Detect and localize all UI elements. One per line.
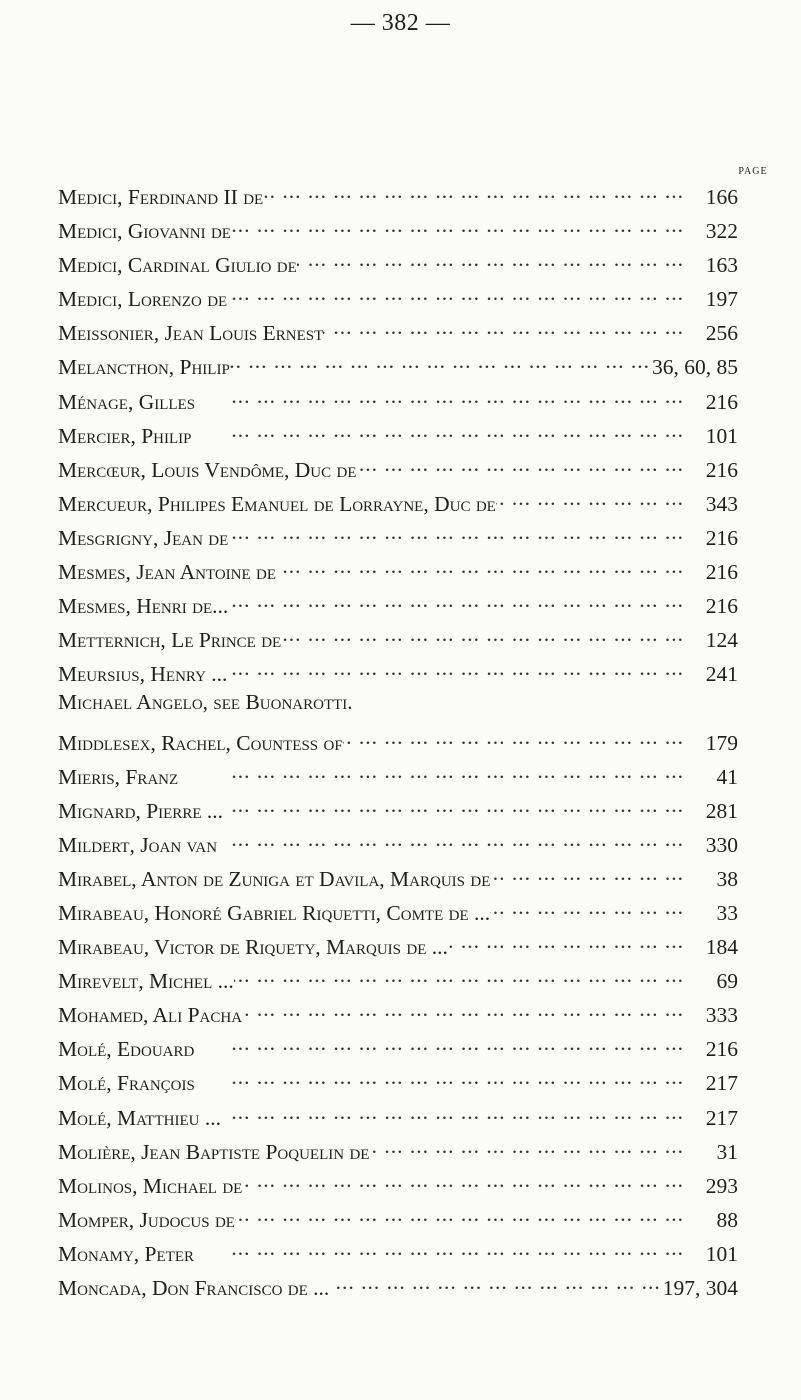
leader-dots bbox=[242, 1168, 686, 1193]
index-entry bbox=[58, 622, 738, 656]
index-entry bbox=[58, 861, 738, 895]
index-entry bbox=[58, 486, 738, 520]
entry-pages: 217 bbox=[705, 1071, 738, 1096]
entry-pages: 281 bbox=[705, 798, 738, 823]
entry-pages: 101 bbox=[705, 423, 738, 448]
entry-pages: 216 bbox=[705, 525, 738, 550]
entry-name: Middlesex, Rachel, Countess of bbox=[58, 730, 343, 755]
leader-dots bbox=[230, 349, 652, 374]
leader-dots bbox=[195, 384, 686, 409]
entry-name: Medici, Lorenzo de bbox=[58, 287, 228, 312]
index-entry bbox=[58, 690, 738, 724]
index-entry bbox=[58, 179, 738, 213]
entry-pages: 333 bbox=[705, 1003, 738, 1028]
leader-dots bbox=[343, 725, 686, 750]
page-number: — 382 — bbox=[350, 10, 451, 36]
entry-name: Mirevelt, Michel ... bbox=[58, 969, 234, 994]
entry-name: Moncada, Don Francisco de ... bbox=[58, 1276, 330, 1300]
entry-name: Mirabeau, Victor de Riquety, Marquis de ... bbox=[58, 935, 448, 960]
entry-name: Mesmes, Henri de... bbox=[58, 594, 229, 619]
entry-pages: 166 bbox=[705, 185, 738, 209]
leader-dots bbox=[228, 588, 686, 613]
entry-pages: 216 bbox=[705, 594, 738, 619]
leader-dots bbox=[297, 247, 686, 272]
entry-pages: 124 bbox=[705, 628, 738, 653]
entry-name: Mercœur, Louis Vendôme, Duc de bbox=[58, 457, 357, 482]
index-entry bbox=[58, 895, 738, 929]
leader-dots bbox=[323, 315, 686, 340]
entry-name: Mohamed, Ali Pacha bbox=[58, 1003, 243, 1028]
entry-name: Ménage, Gilles bbox=[58, 389, 196, 414]
leader-dots bbox=[242, 997, 686, 1022]
index-entry bbox=[58, 1100, 738, 1134]
leader-dots bbox=[228, 520, 686, 545]
index-entry bbox=[58, 793, 738, 827]
entry-name: Molière, Jean Baptiste Poquelin de bbox=[58, 1139, 370, 1164]
entry-pages: 241 bbox=[705, 662, 738, 687]
leader-dots bbox=[234, 963, 686, 988]
index-entry bbox=[58, 827, 738, 861]
leader-dots bbox=[263, 179, 686, 204]
entry-pages: 38 bbox=[716, 866, 738, 891]
index-entry bbox=[58, 1270, 738, 1304]
leader-dots bbox=[223, 793, 686, 818]
index-entry bbox=[58, 1065, 738, 1099]
index-entry bbox=[58, 418, 738, 452]
leader-dots bbox=[369, 1134, 686, 1159]
entry-pages: 179 bbox=[705, 730, 738, 755]
index-entry bbox=[58, 997, 738, 1031]
index-entries bbox=[58, 179, 738, 1304]
entry-pages: 293 bbox=[705, 1173, 738, 1198]
entry-pages: 216 bbox=[705, 560, 738, 585]
leader-dots bbox=[192, 418, 687, 443]
entry-pages: 256 bbox=[705, 321, 738, 346]
entry-name: Metternich, Le Prince de bbox=[58, 628, 282, 653]
entry-name: Michael Angelo, see Buonarotti. bbox=[58, 690, 353, 715]
leader-dots bbox=[276, 554, 686, 579]
entry-name: Mildert, Joan van bbox=[58, 832, 218, 857]
leader-dots bbox=[281, 622, 686, 647]
index-entry bbox=[58, 554, 738, 588]
entry-pages: 163 bbox=[705, 253, 738, 278]
leader-dots bbox=[195, 1065, 686, 1090]
index-entry bbox=[58, 929, 738, 963]
index-entry bbox=[58, 520, 738, 554]
leader-dots bbox=[496, 486, 686, 511]
entry-name: Mirabel, Anton de Zuniga et Davila, Marquis de bbox=[58, 866, 491, 891]
entry-name: Mirabeau, Honoré Gabriel Riquetti, Comte de ... bbox=[58, 900, 491, 925]
index-entry bbox=[58, 384, 738, 418]
entry-pages: 343 bbox=[705, 491, 738, 516]
index-entry bbox=[58, 1168, 738, 1202]
entry-name: Molé, Matthieu ... bbox=[58, 1105, 221, 1130]
entry-pages: 216 bbox=[705, 389, 738, 414]
leader-dots bbox=[221, 1100, 686, 1125]
entry-pages: 216 bbox=[705, 1037, 738, 1062]
leader-dots bbox=[227, 281, 686, 306]
entry-pages: 101 bbox=[705, 1241, 738, 1266]
leader-dots bbox=[231, 213, 686, 238]
index-entry bbox=[58, 452, 738, 486]
entry-name: Meissonier, Jean Louis Ernest bbox=[58, 321, 324, 346]
entry-name: Medici, Cardinal Giulio de bbox=[58, 253, 297, 278]
entry-pages: 31 bbox=[716, 1139, 738, 1164]
index-entry bbox=[58, 213, 738, 247]
index-entry bbox=[58, 725, 738, 759]
index-entry bbox=[58, 1031, 738, 1065]
entry-name: Mesmes, Jean Antoine de bbox=[58, 560, 277, 585]
entry-name: Melancthon, Philip bbox=[58, 355, 230, 380]
index-entry bbox=[58, 759, 738, 793]
page-column-label: PAGE bbox=[738, 166, 768, 177]
entry-name: Mieris, Franz bbox=[58, 764, 179, 789]
index-entry bbox=[58, 247, 738, 281]
entry-name: Mignard, Pierre ... bbox=[58, 798, 223, 823]
entry-name: Molé, François bbox=[58, 1071, 195, 1096]
leader-dots bbox=[178, 759, 686, 784]
entry-name: Mercueur, Philipes Emanuel de Lorrayne, Duc de bbox=[58, 491, 496, 516]
entry-pages: 41 bbox=[716, 764, 738, 789]
index-entry bbox=[58, 1134, 738, 1168]
entry-pages: 69 bbox=[716, 969, 738, 994]
leader-dots bbox=[357, 452, 686, 477]
entry-pages: 216 bbox=[705, 457, 738, 482]
entry-name: Medici, Giovanni de bbox=[58, 219, 231, 244]
leader-dots bbox=[490, 895, 686, 920]
entry-name: Monamy, Peter bbox=[58, 1241, 194, 1266]
entry-pages: 184 bbox=[705, 935, 738, 960]
entry-pages: 33 bbox=[716, 900, 738, 925]
leader-dots bbox=[194, 1236, 686, 1261]
leader-dots bbox=[329, 1270, 662, 1295]
entry-name: Molé, Edouard bbox=[58, 1037, 195, 1062]
index-entry bbox=[58, 1202, 738, 1236]
entry-pages: 217 bbox=[705, 1105, 738, 1130]
entry-pages: 197 bbox=[705, 287, 738, 312]
leader-dots bbox=[490, 861, 686, 886]
index-entry bbox=[58, 588, 738, 622]
entry-pages: 36, 60, 85 bbox=[652, 355, 738, 380]
index-entry bbox=[58, 656, 738, 690]
entry-name: Meursius, Henry ... bbox=[58, 662, 228, 687]
entry-pages: 88 bbox=[716, 1207, 738, 1232]
index-entry bbox=[58, 281, 738, 315]
index-entry bbox=[58, 315, 738, 349]
entry-pages: 322 bbox=[705, 219, 738, 244]
index-entry bbox=[58, 963, 738, 997]
leader-dots bbox=[194, 1031, 686, 1056]
index-entry bbox=[58, 1236, 738, 1270]
entry-name: Mercier, Philip bbox=[58, 423, 192, 448]
entry-name: Medici, Ferdinand II de bbox=[58, 185, 264, 209]
entry-name: Molinos, Michael de bbox=[58, 1173, 243, 1198]
entry-name: Mesgrigny, Jean de bbox=[58, 525, 229, 550]
entry-name: Momper, Judocus de bbox=[58, 1207, 235, 1232]
leader-dots bbox=[227, 656, 686, 681]
index-entry bbox=[58, 349, 738, 383]
leader-dots bbox=[217, 827, 686, 852]
leader-dots bbox=[448, 929, 686, 954]
entry-pages: 330 bbox=[705, 832, 738, 857]
entry-pages: 197, 304 bbox=[662, 1276, 738, 1300]
leader-dots bbox=[235, 1202, 686, 1227]
